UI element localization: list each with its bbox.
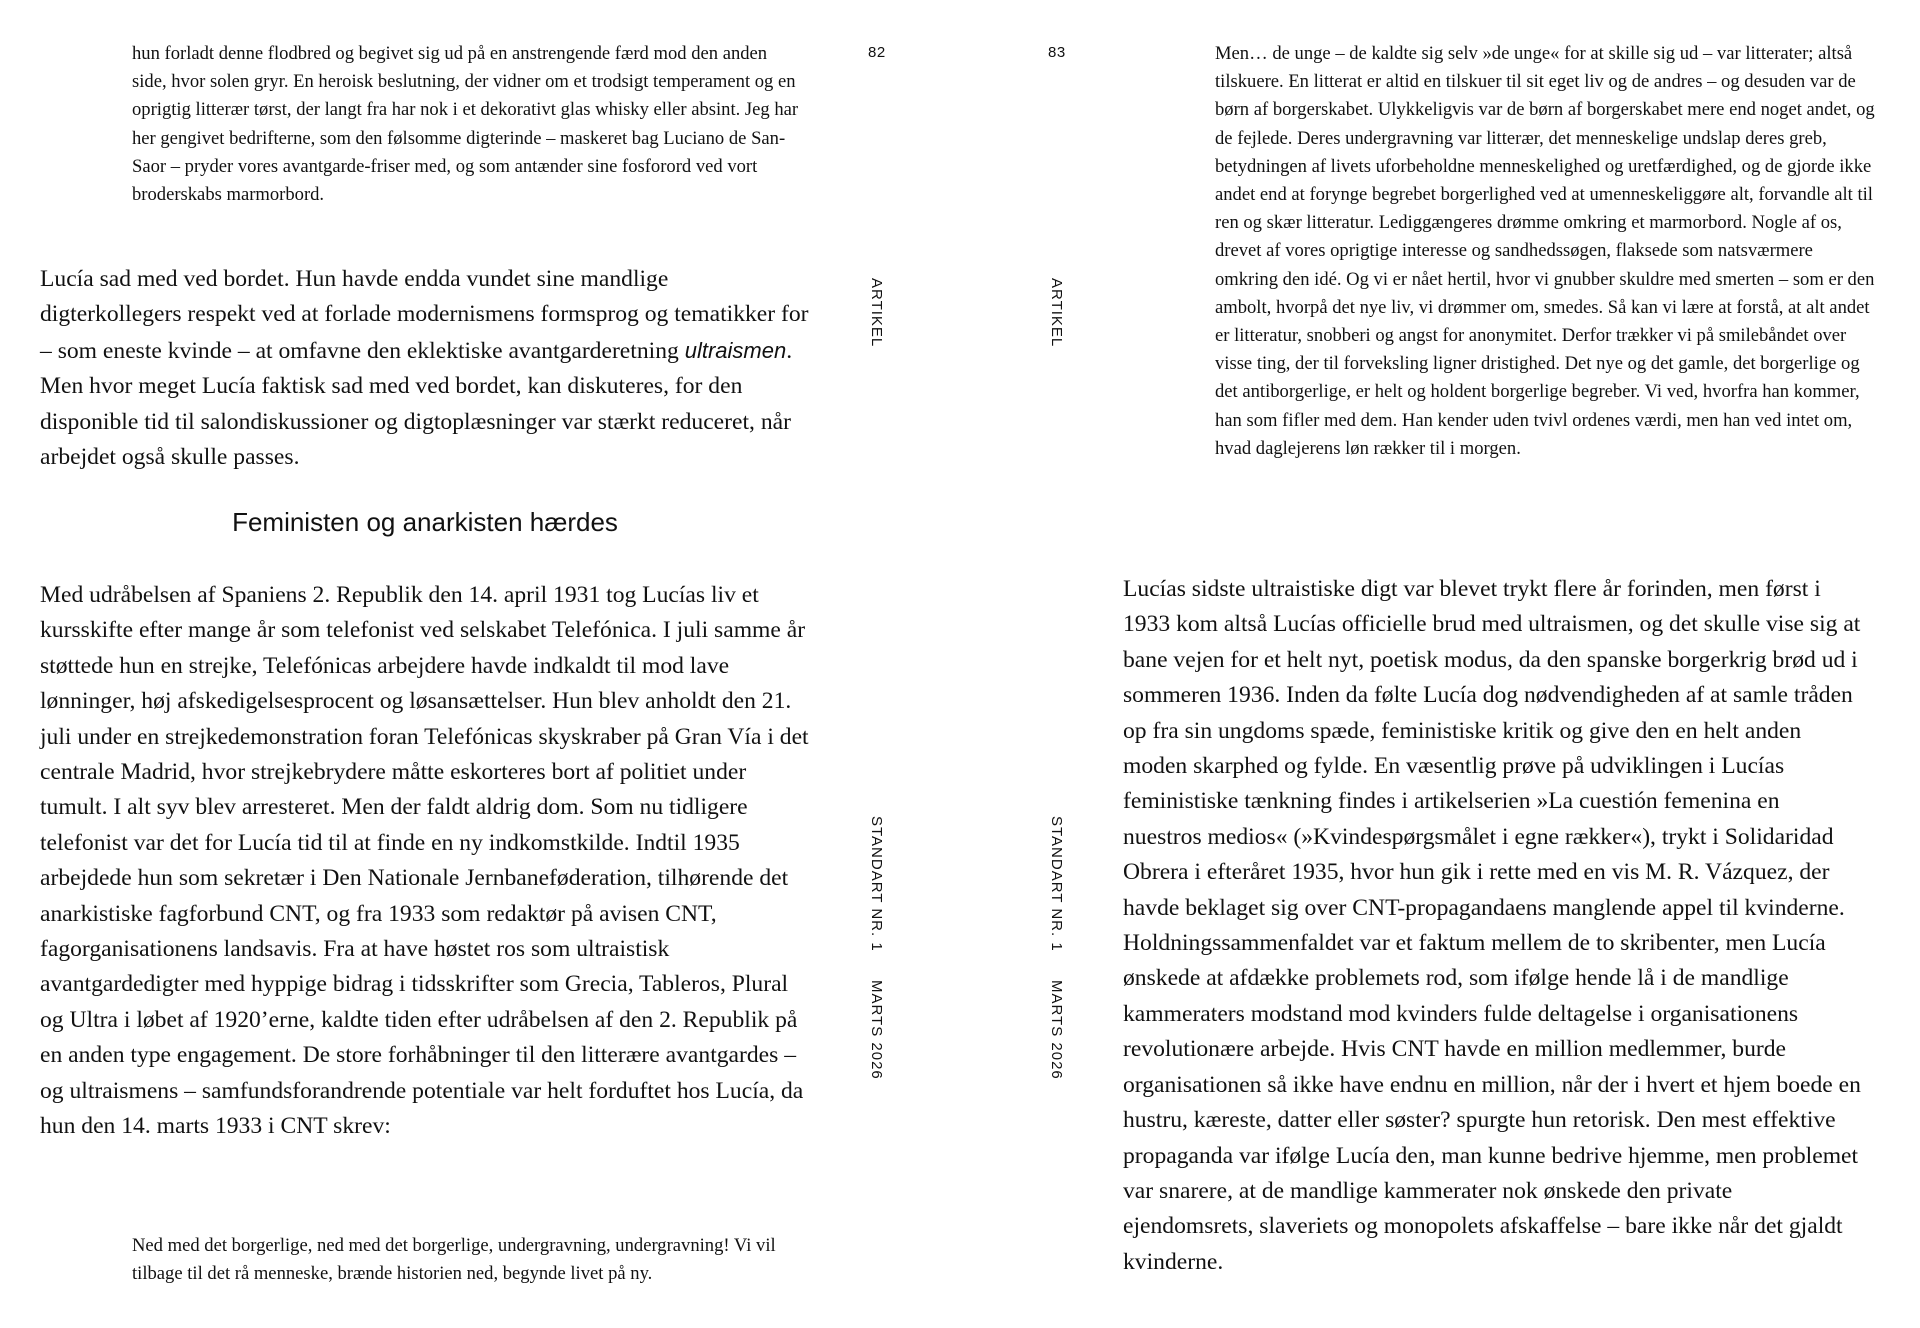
- paragraph-text: Lucía sad med ved bordet. Hun havde endda vundet sine mandlige digterkollegers respekt ved at forlade modernismens formsprog og tematikker for – som eneste kvinde – at omfavne den eklektiske avantgarderetning: [40, 266, 809, 364]
- paragraph-republic: Med udråbelsen af Spaniens 2. Republik den 14. april 1931 tog Lucías liv et kursskifte efter mange år som telefonist ved selskabet Telefónica. I juli samme år støttede hun en strejke, Telefónicas arbejdere havde indkaldt til mod lave lønninger, høj afskedigelsesprocent og løsansættelser. Hun blev anholdt den 21. juli under en strejkedemonstration foran Telefónicas skyskraber på Gran Vía i det centrale Madrid, hvor strejkebrydere måtte eskorteres bort af politiet under tumult. I alt syv blev arresteret. Men der faldt aldrig dom. Som nu tidligere telefonist var det for Lucía tid til at finde en ny indkomstkilde. Indtil 1935 arbejdede hun som sekretær i Den Nationale Jernbaneføderation, tilhørende det anarkistiske fagforbund CNT, og fra 1933 som redaktør på avisen CNT, fagorganisationens landsavis. Fra at have høstet ros som ultraistisk avantgardedigter med hyppige bidrag i tidsskrifter som Grecia, Tableros, Plural og Ultra i løbet af 1920’erne, kaldte tiden efter udråbelsen af den 2. Republik på en anden type engagement. De store forhåbninger til den litterære avantgardes – og ultraismens – samfundsforandrende potentiale var helt forduftet hos Lucía, da hun den 14. marts 1933 i CNT skrev:: [40, 582, 809, 1140]
- emphasis-ultraismen: ultraismen: [684, 337, 787, 363]
- section-label: ARTIKEL: [868, 278, 885, 348]
- page-number: 83: [1048, 44, 1066, 61]
- block-quote-bottom: Ned med det borgerlige, ned med det borgerlige, undergravning, undergravning! Vi vil tilbage til det rå menneske, brænde historien ned, begynde livet på ny.: [132, 1235, 776, 1285]
- paragraph-ultraism: [40, 262, 810, 475]
- issue-label: STANDART NR. 1: [1048, 816, 1065, 952]
- issue-label: STANDART NR. 1: [868, 816, 885, 952]
- page-number: 82: [868, 44, 886, 61]
- date-label: MARTS 2026: [1048, 980, 1065, 1080]
- right-page: [960, 0, 1920, 1328]
- block-quote-top: Men… de unge – de kaldte sig selv »de unge« for at skille sig ud – var litterater; altså tilskuere. En litterat er altid en tilskuer til sit eget liv og de andres – og desuden var de børn af borgerskabet. Ulykkeligvis var de børn af borgerskabet mere end noget andet, og de fejlede. Deres undergravning var litterær, det menneskelige undslap deres greb, betydningen af livets uforbeholdne menneskelighed og uretfærdighed, og de gjorde ikke andet end at forynge begrebet borgerlighed ved at umenneskeliggøre alt, forvandle alt til ren og skær litteratur. Lediggængeres drømme omkring et marmorbord. Nogle af os, drevet af vores oprigtige interesse og sandhedssøgen, flaksede som natsværmere omkring den idé. Og vi er nået hertil, hvor vi gnubber skuldre med smerten – som er den ambolt, hvorpå det nye liv, vi drømmer om, smedes. Så kan vi lære at forstå, at alt andet er litteratur, snobberi og angst for anonymitet. Derfor trækker vi på smilebåndet over visse ting, der til forveksling ligner dristighed. Det nye og det gamle, det borgerlige og det antiborgerlige, er helt og holdent borgerlige begreber. Vi ved, hvorfra han kommer, han som fifler med dem. Han kender uden tvivl ordenes værdi, men han ved intet om, hvad daglejerens løn rækker til i morgen.: [1215, 43, 1875, 459]
- paragraph-text: . Men hvor meget Lucía faktisk sad med ved bordet, kan diskuteres, for den disponible tid til salondiskussioner og digtoplæsninger var stærkt reduceret, når arbejdet også skulle passes.: [40, 337, 793, 471]
- section-label: ARTIKEL: [1048, 278, 1065, 348]
- date-label: MARTS 2026: [868, 980, 885, 1080]
- section-heading: Feministen og anarkisten hærdes: [232, 507, 618, 537]
- paragraph-feminism: Lucías sidste ultraistiske digt var blevet trykt flere år forinden, men først i 1933 kom altså Lucías officielle brud med ultraismen, og det skulle vise sig at bane vejen for et helt nyt, poetisk modus, da den spanske borgerkrig brød ud i sommeren 1936. Inden da følte Lucía dog nødvendigheden af at samle tråden op fra sin ungdoms spæde, feministiske kritik og give den en helt anden moden skarphed og fylde. En væsentlig prøve på udviklingen i Lucías feministiske tænkning findes i artikelserien »La cuestión femenina en nuestros medios« (»Kvindespørgsmålet i egne rækker«), trykt i Solidaridad Obrera i efteråret 1935, hvor hun gik i rette med en vis M. R. Vázquez, der havde beklaget sig over CNT-propagandaens manglende appel til kvinderne. Holdningssammenfaldet var et faktum mellem de to skribenter, men Lucía ønskede at afdække problemets rod, som ifølge hende lå i de mandlige kammeraters modstand mod kvinders fulde deltagelse i organisationens revolutionære arbejde. Hvis CNT havde en million medlemmer, burde organisationen så ikke have endnu en million, når der i hvert et hjem boede en hustru, kæreste, datter eller søster? spurgte hun retorisk. Den mest effektive propaganda var ifølge Lucía den, man kunne bedrive hjemme, men problemet var snarere, at de mandlige kammerater nok ønskede den private ejendomsrets, slaveriets og monopolets afskaffelse – bare ikke når det gjaldt kvinderne.: [1123, 576, 1861, 1275]
- block-quote-top: hun forladt denne flodbred og begivet sig ud på en anstrengende færd mod den anden side, hvor solen gryr. En heroisk beslutning, der vidner om et trodsigt temperament og en oprigtig litterær tørst, der langt fra har nok i et dekorativt glas whisky eller absint. Jeg har her gengivet bedrifterne, som den følsomme digterinde – maskeret bag Luciano de San-Saor – pryder vores avantgarde-friser med, og som antænder sine fosforord ved vort broderskabs marmorbord.: [132, 43, 799, 206]
